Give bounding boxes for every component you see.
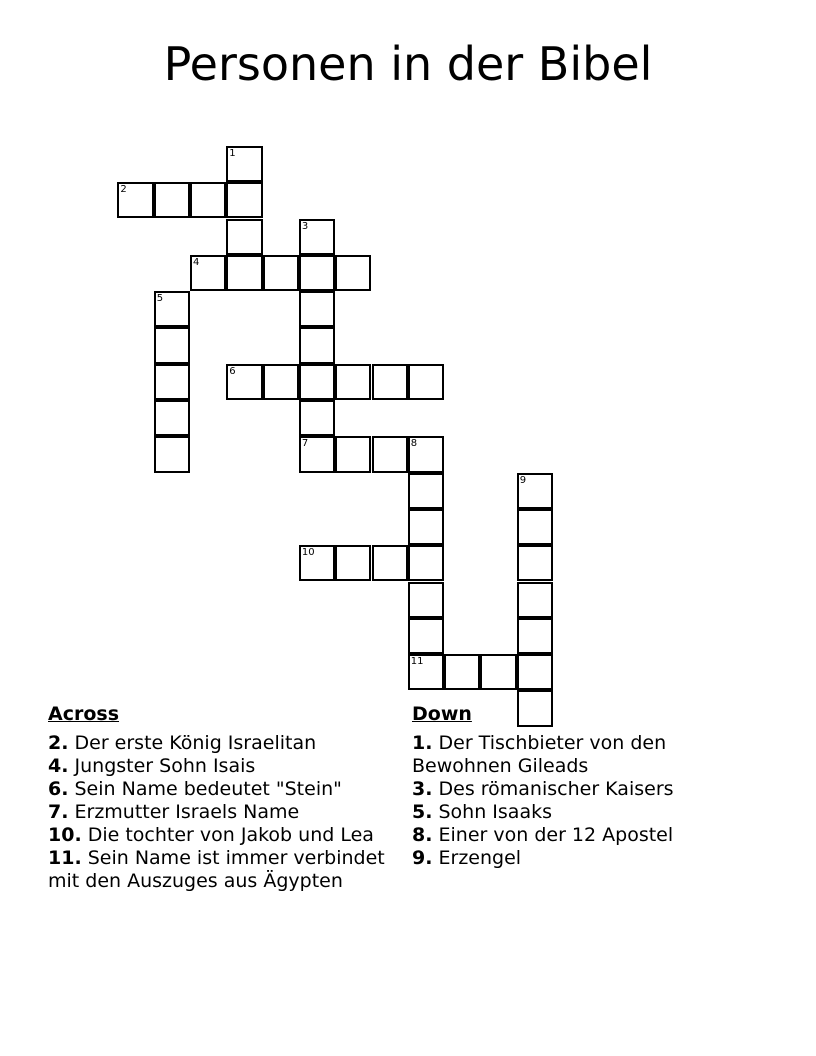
across-heading: Across [48,703,120,725]
clue-number: 1. [412,732,433,754]
clue-across-4 [48,755,388,778]
grid-cell[interactable] [154,182,190,218]
clue-number: 6. [48,778,69,800]
grid-cell[interactable] [226,364,262,400]
grid-cell[interactable] [517,473,553,509]
clue-text: Jungster Sohn Isais [74,755,256,777]
grid-cell[interactable] [335,545,371,581]
clue-number: 10. [48,824,82,846]
clue-across-7 [48,801,388,824]
grid-cell[interactable] [226,255,262,291]
grid-cell[interactable] [408,364,444,400]
down-clue-list [412,732,712,870]
cell-number: 9 [519,474,527,486]
grid-cell[interactable] [154,364,190,400]
clue-number: 9. [412,847,433,869]
grid-cell[interactable] [190,255,226,291]
grid-cell[interactable] [372,436,408,472]
cell-number: 10 [301,547,315,559]
clue-number: 4. [48,755,69,777]
grid-cell[interactable] [154,436,190,472]
clue-number: 7. [48,801,69,823]
clue-number: 3. [412,778,433,800]
clue-number: 5. [412,801,433,823]
grid-cell[interactable] [154,400,190,436]
clue-text: Erzmutter Israels Name [74,801,300,823]
clue-down-8 [412,824,712,847]
across-clues [48,702,388,893]
grid-cell[interactable] [408,654,444,690]
grid-cell[interactable] [444,654,480,690]
cell-number: 4 [193,256,200,268]
clue-down-1 [412,732,712,778]
clue-number: 2. [48,732,69,754]
grid-cell[interactable] [335,364,371,400]
clue-text: Sein Name bedeutet "Stein" [74,778,342,800]
grid-cell[interactable] [408,582,444,618]
cell-number: 11 [410,656,424,668]
clue-text: Einer von der 12 Apostel [438,824,674,846]
grid-cell[interactable] [335,436,371,472]
clue-text: Der Tischbieter von den Bewohnen Gileads [412,732,667,777]
clue-across-11 [48,847,388,893]
grid-cell[interactable] [299,545,335,581]
grid-cell[interactable] [517,545,553,581]
grid-cell[interactable] [226,146,262,182]
grid-cell[interactable] [372,364,408,400]
cell-number: 5 [156,293,164,305]
grid-cell[interactable] [480,654,516,690]
grid-cell[interactable] [154,291,190,327]
cell-number: 1 [229,147,236,159]
grid-cell[interactable] [299,400,335,436]
clue-down-9 [412,847,712,870]
cell-number: 3 [301,220,309,232]
cell-number: 6 [229,365,236,377]
clue-across-6 [48,778,388,801]
grid-cell[interactable] [372,545,408,581]
grid-cell[interactable] [299,364,335,400]
grid-cell[interactable] [154,327,190,363]
grid-cell[interactable] [408,618,444,654]
clue-across-10 [48,824,388,847]
grid-cell[interactable] [517,654,553,690]
grid-cell[interactable] [190,182,226,218]
grid-cell[interactable] [226,219,262,255]
clue-number: 11. [48,847,82,869]
clue-down-3 [412,778,712,801]
clue-text: Sohn Isaaks [438,801,552,823]
clue-text: Sein Name ist immer verbindet mit den Auszuges aus Ägypten [48,847,385,892]
grid-cell[interactable] [408,545,444,581]
grid-cell[interactable] [517,618,553,654]
grid-cell[interactable] [299,291,335,327]
grid-cell[interactable] [517,582,553,618]
clue-down-5 [412,801,712,824]
down-clues [412,702,712,870]
grid-cell[interactable] [299,219,335,255]
grid-cell[interactable] [408,473,444,509]
grid-cell[interactable] [517,509,553,545]
clue-text: Die tochter von Jakob und Lea [87,824,374,846]
down-heading: Down [412,703,472,725]
across-clue-list [48,732,388,893]
clue-number: 8. [412,824,433,846]
grid-cell[interactable] [335,255,371,291]
cell-number: 8 [410,438,418,450]
grid-cell[interactable] [263,255,299,291]
grid-cell[interactable] [299,327,335,363]
grid-cell[interactable] [408,509,444,545]
grid-cell[interactable] [226,182,262,218]
clue-across-2 [48,732,388,755]
cell-number: 2 [120,184,127,196]
grid-cell[interactable] [299,436,335,472]
cell-number: 7 [301,438,309,450]
grid-cell[interactable] [408,436,444,472]
page-title: Personen in der Bibel [163,37,653,91]
grid-cell[interactable] [117,182,153,218]
grid-cell[interactable] [263,364,299,400]
grid-cell[interactable] [299,255,335,291]
clue-text: Des römanischer Kaisers [438,778,674,800]
clue-text: Erzengel [438,847,522,869]
clue-text: Der erste König Israelitan [74,732,317,754]
